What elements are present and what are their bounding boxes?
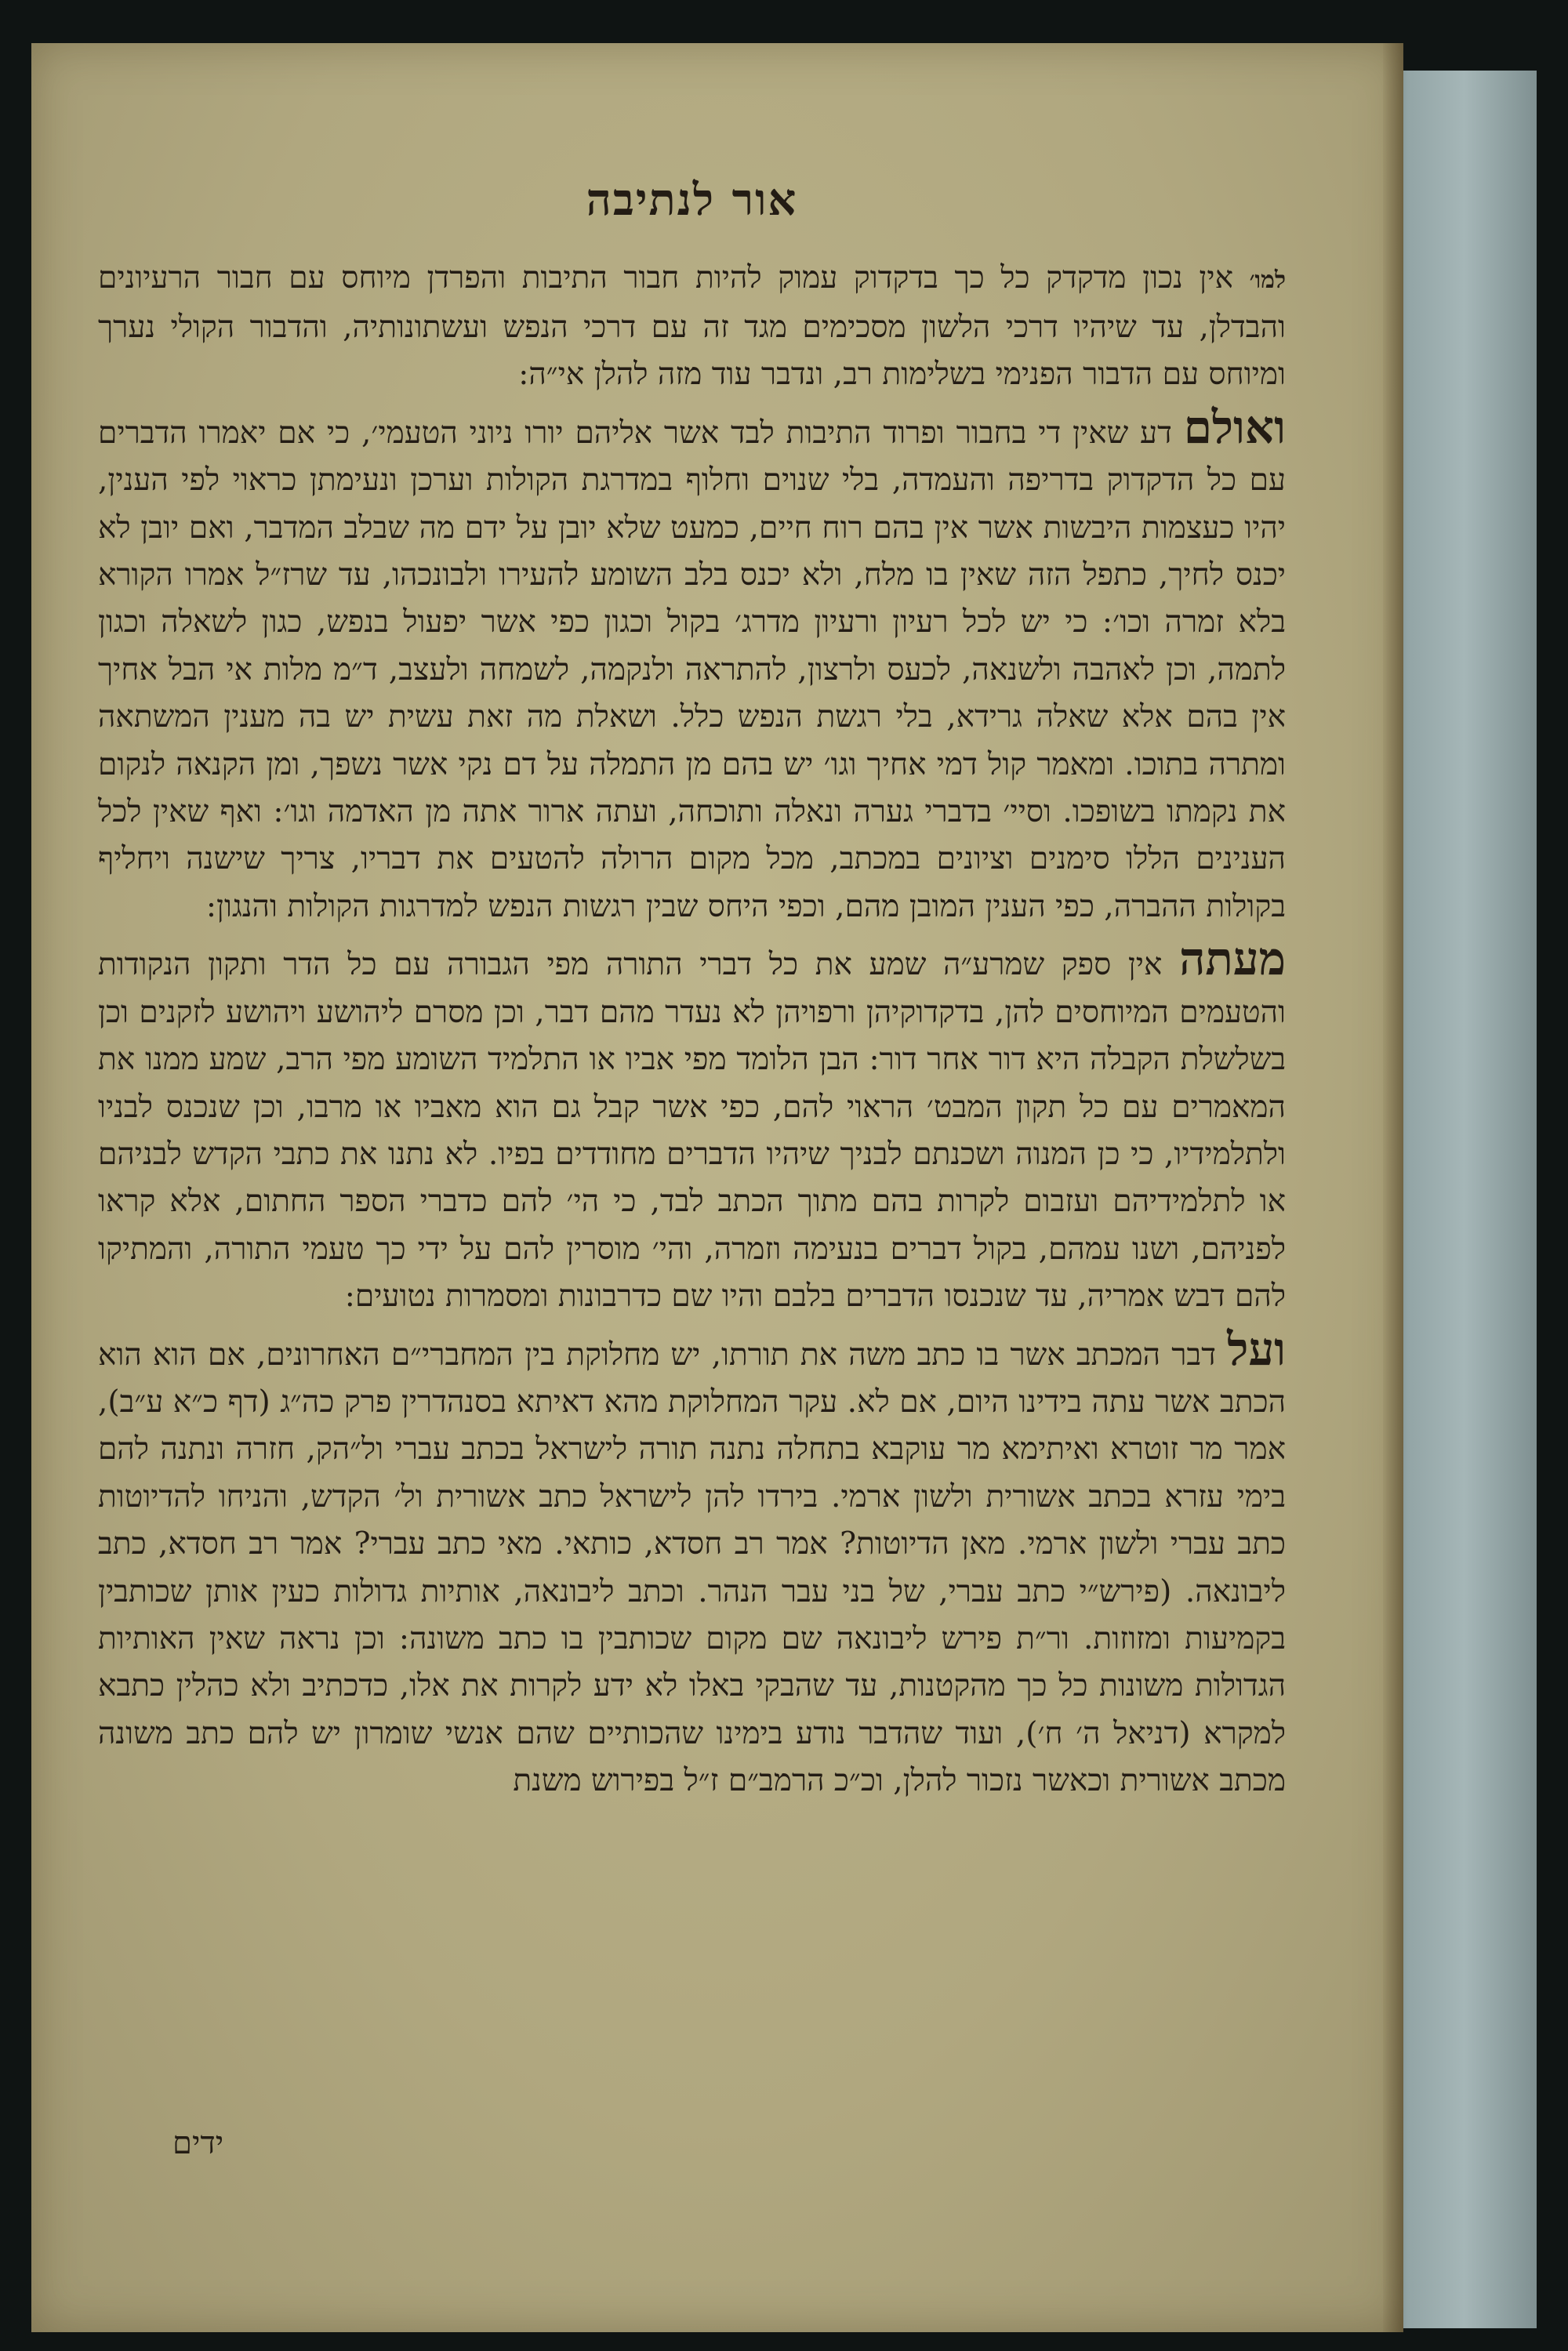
paragraph-lead: ואולם [1183, 400, 1286, 454]
running-header: אור לנתיבה [586, 174, 798, 226]
paragraph-text: דבר המכתב אשר בו כתב משה את תורתו, יש מחלוקת בין המחברי״ם האחרונים, אם הוא הוא הכתב אשר עתה בידינו היום, אם לא. עקר המחלוקת מהא דאיתא בסנהדרין פרק כה״ג (דף כ״א ע״ב), אמר מר זוטרא ואיתימא מר עוקבא בתחלה נתנה תורה לישראל בכתב עברי ול״הק, חזרה ונתנה להם בימי עזרא בכתב אשורית ולשון ארמי. בירדו להן לישראל כתב אשורית ול׳ הקדש, והניחו להדיוטות כתב עברי ולשון ארמי. מאן הדיוטות? אמר רב חסדא, כותאי. מאי כתב עברי? אמר רב חסדא, כתב ליבונאה. (פירש״י כתב עברי, של בני עבר הנהר. וכתב ליבונאה, אותיות גדולות כעין אותן שכותבין בקמיעות ומזוזות. ור״ת פירש ליבונאה שם מקום שכותבין בו כתב משונה: וכן נראה שאין האותיות הגדולות משונות כל כך מהקטנות, עד שהבקי באלו לא ידע לקרות את אלו, כדכתיב ולא כהלין כתבא למקרא (דניאל ה׳ ח׳), ועוד שהדבר נודע בימינו שהכותיים שהם אנשי שומרון יש להם כתב משונה מכתב אשורית וכאשר נזכור להלן, וכ״כ הרמב״ם ז״ל בפירוש משנת [98, 1337, 1286, 1799]
paragraph-lead: מעתה [1179, 932, 1286, 986]
paragraph-3 [98, 932, 1286, 1320]
paragraph-1 [98, 255, 1286, 399]
paragraph-lead: למו׳ [1249, 266, 1286, 294]
paragraph-text: אין ספק שמרע״ה שמע את כל דברי התורה מפי הגבורה עם כל הדר ותקון הנקודות והטעמים המיוחסים להן, בדקדוקיהן ורפויהן לא נעדר מהם דבר, וכן מסרם ליהושע ויהושע לזקנים וכן בשלשלת הקבלה היא דור אחר דור: הבן הלומד מפי אביו או התלמיד השומע מפי הרב, שמע ממנו את המאמרים עם כל תקון המבט׳ הראוי להם, כפי אשר קבל גם הוא מאביו או מרבו, וכן שנכנס לבניו ולתלמידיו, כי כן המנוה ושכנתם לבניך שיהיו הדברים מחודדים בפיו. לא נתנו את כתבי הקדש לבניהם או לתלמידיהם ועזבום לקרות בהם מתוך הכתב לבד, כי הי׳ להם כדברי הספר החתום, אלא קראו לפניהם, ושנו עמהם, בקול דברים בנעימה וזמרה, והי׳ מוסרין להם על ידי כך טעמי התורה, והמתיקו להם דבש אמריה, עד שנכנסו הדברים בלבם והיו שם כדרבונות ומסמרות נטועים: [98, 947, 1286, 1315]
paragraph-2 [98, 400, 1286, 931]
catchword: ידים [172, 2125, 224, 2161]
paragraph-4 [98, 1322, 1286, 1805]
paragraph-text: דע שאין די בחבור ופרוד התיבות לבד אשר אליהם יורו ניוני הטעמי׳, כי אם יאמרו הדברים עם כל הדקדוק בדריפה והעמדה, בלי שנוים וחלוף במדרגת הקולות וערכן ונעימתן כראוי לפי הענין, יהיו כעצמות היבשות אשר אין בהם רוח חיים, כמעט שלא יובן על ידם מה שבלב המדבר, ואם יובן לא יכנס לחיך, כתפל הזה שאין בו מלח, ולא יכנס בלב השומע להעירו ולבונכהו, עד שרז״ל אמרו הקורא בלא זמרה וכו׳: כי יש לכל רעיון ורעיון מדרג׳ בקול וכגון כפי אשר יפעול בנפש, כגון לשאלה וכגון לתמה, וכן לאהבה ולשנאה, לכעס ולרצון, להתראה ולנקמה, לשמחה ולעצב, ד״מ מלות אי הבל אחיך אין בהם אלא שאלה גרידא, בלי רגשת הנפש כלל. ושאלת מה זאת עשית יש בה מענין המשתאה ומתרה בתוכו. ומאמר קול דמי אחיך וגו׳ יש בהם מן התמלה על דם נקי אשר נשפך, ומן הקנאה לנקום את נקמתו בשופכו. וסיי׳ בדברי גערה ונאלה ותוכחה, ועתה ארור אתה מן האדמה וגו׳: ואף שאין לכל הענינים הללו סימנים וציונים במכתב, מכל מקום הרולה להטעים את דבריו, צריך שישנה ויחליף בקולות ההברה, כפי הענין המובן מהם, וכפי היחס שבין רגשות הנפש למדרגות הקולות והנגון: [98, 415, 1286, 924]
paragraph-text: אין נכון מדקדק כל כך בדקדוק עמוק להיות חבור התיבות והפרדן מיוחס עם חבור הרעיונים והבדלן, עד שיהיו דרכי הלשון מסכימים מגד זה עם דרכי הנפש ועשתונותיה, והדבור הקולי נערך ומיוחס עם הדבור הפנימי בשלימות רב, ונדבר עוד מזה להלן אי״ה: [98, 259, 1286, 393]
page-content [98, 176, 1286, 2144]
paragraph-lead: ועל [1227, 1322, 1286, 1376]
book-page [31, 43, 1403, 2332]
